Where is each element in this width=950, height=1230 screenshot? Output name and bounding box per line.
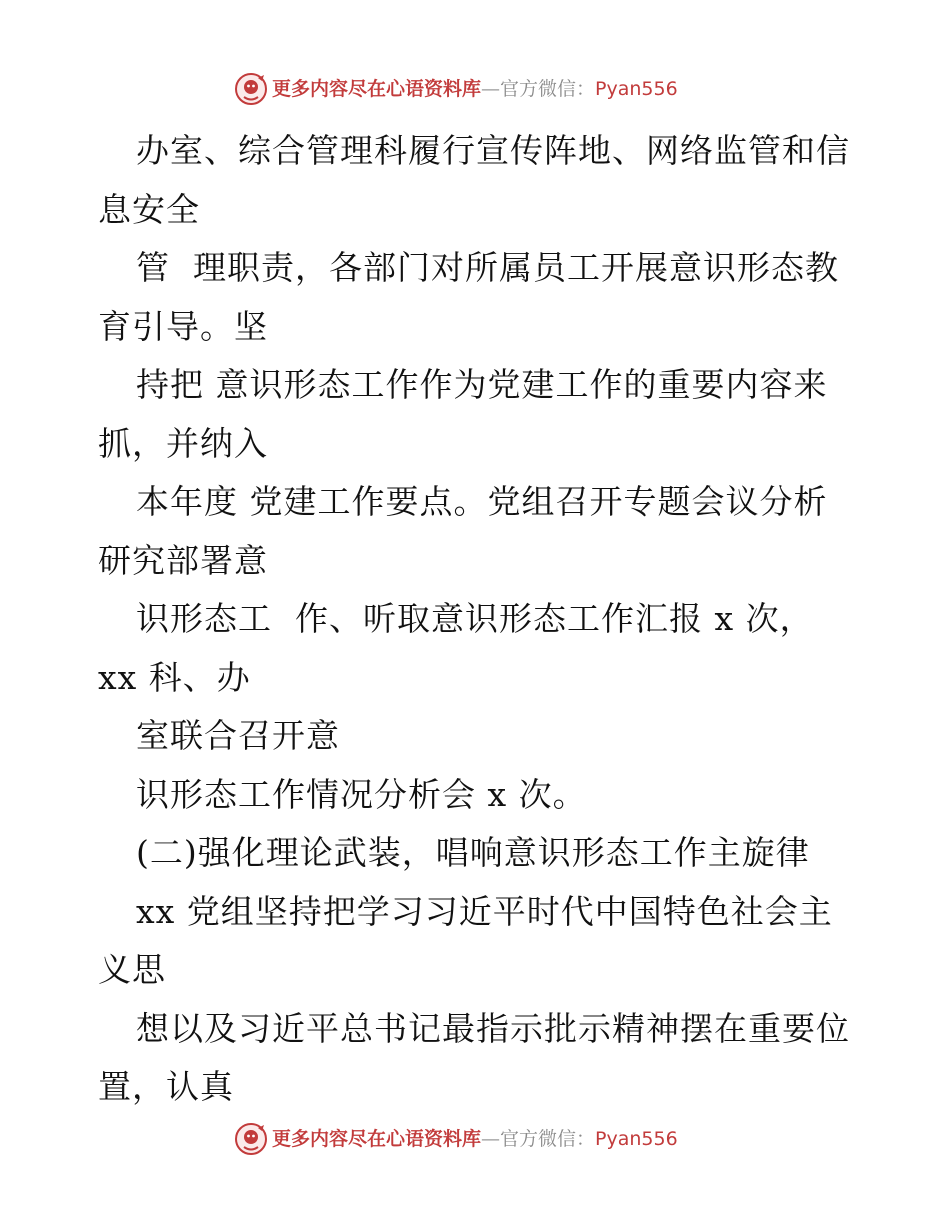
body-line: xx 科、办 bbox=[98, 657, 251, 697]
body-line: 室联合召开意 bbox=[136, 716, 340, 755]
banner-dash: — bbox=[481, 78, 501, 100]
mascot-logo-icon bbox=[234, 1122, 268, 1156]
body-line: xx 党组坚持把学习习近平时代中国特色社会主 bbox=[136, 891, 833, 931]
body-line: 抓，并纳入 bbox=[98, 423, 268, 463]
document-body bbox=[98, 122, 858, 1117]
body-line: 置，认真 bbox=[98, 1067, 234, 1106]
footer-banner bbox=[0, 1120, 950, 1160]
body-line: 持把 意识形态工作作为党建工作的重要内容来 bbox=[136, 365, 828, 404]
banner-official: 官方微信： bbox=[500, 78, 596, 100]
body-line: 义思 bbox=[98, 950, 166, 989]
body-line: 息安全 bbox=[98, 189, 200, 229]
banner-handle: Pyan556 bbox=[595, 1128, 678, 1150]
body-line: 识形态工 作、听取意识形态工作汇报 x 次， bbox=[136, 599, 814, 638]
banner-brand: 更多内容尽在心语资料库 bbox=[272, 1128, 482, 1150]
banner-dash: — bbox=[481, 1128, 501, 1150]
body-line: 育引导。坚 bbox=[98, 306, 268, 346]
banner-text bbox=[272, 78, 678, 100]
body-line: 想以及习近平总书记最指示批示精神摆在重要位 bbox=[136, 1008, 850, 1048]
section-heading: (二)强化理论武装，唱响意识形态工作主旋律 bbox=[136, 833, 810, 872]
banner-official: 官方微信： bbox=[500, 1128, 596, 1150]
mascot-logo-icon bbox=[234, 72, 268, 106]
body-line: 研究部署意 bbox=[98, 540, 268, 580]
body-line: 本年度 党建工作要点。党组召开专题会议分析 bbox=[136, 482, 828, 521]
banner-text bbox=[272, 1128, 678, 1150]
body-line: 识形态工作情况分析会 x 次。 bbox=[136, 774, 587, 814]
banner-brand: 更多内容尽在心语资料库 bbox=[272, 78, 482, 100]
body-line: 管 理职责，各部门对所属员工开展意识形态教 bbox=[136, 248, 839, 287]
body-line: 办室、综合管理科履行宣传阵地、网络监管和信 bbox=[136, 131, 850, 170]
banner-handle: Pyan556 bbox=[595, 78, 678, 100]
header-banner bbox=[0, 70, 950, 110]
